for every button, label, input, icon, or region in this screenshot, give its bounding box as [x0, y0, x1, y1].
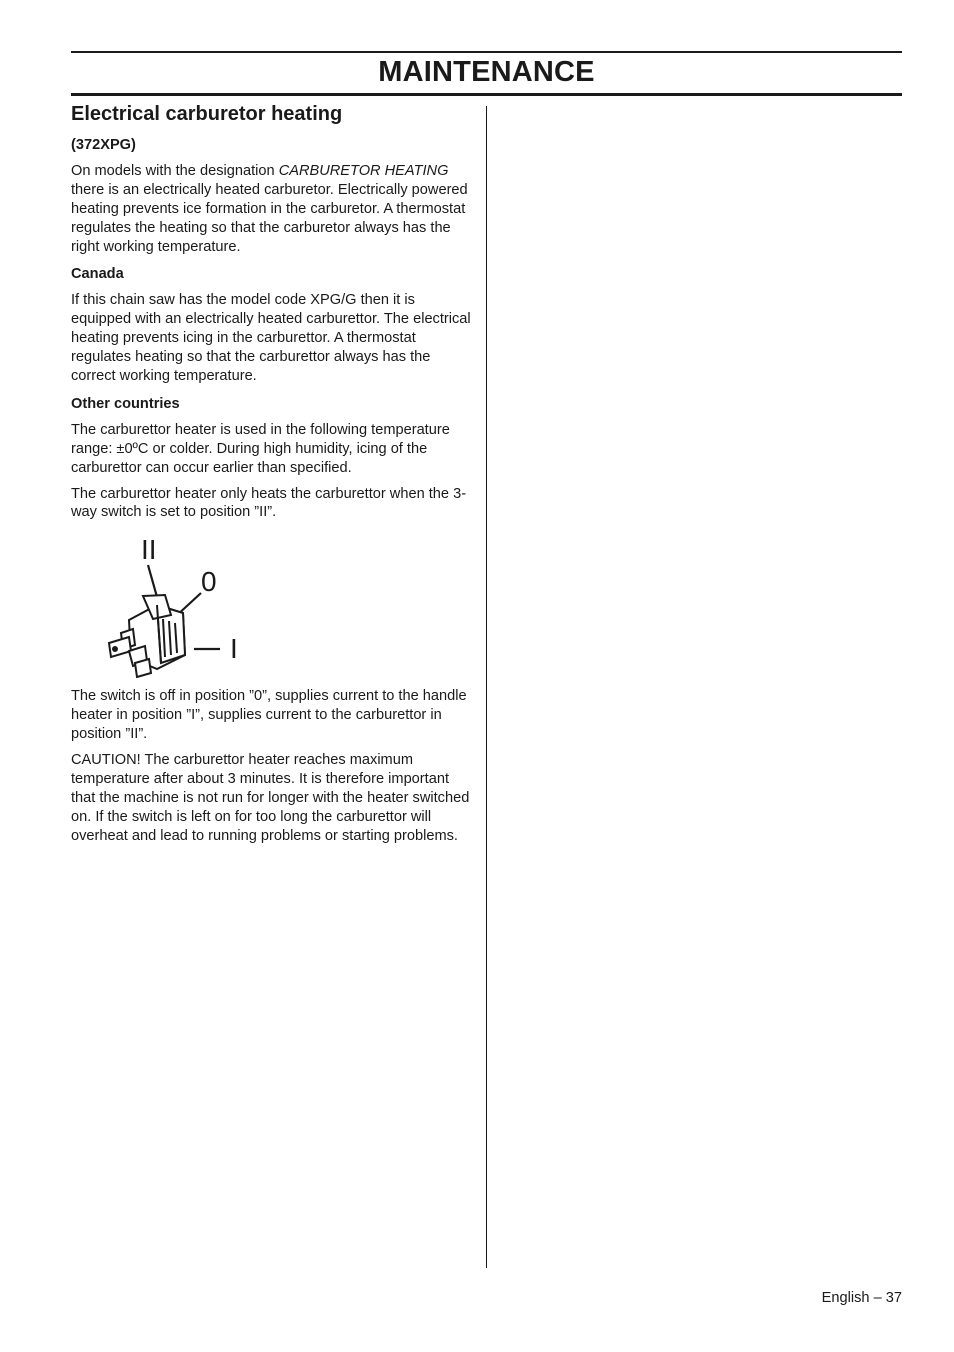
- label-position-0: 0: [201, 566, 217, 598]
- intro-designation: CARBURETOR HEATING: [278, 162, 449, 179]
- intro-suffix: there is an electrically heated carburetor. Electrically powered heating prevents ice formation in the carburetor. A thermostat regulates the heating so that the carburetor always has the right working temperature.: [71, 181, 468, 255]
- label-position-1: I: [230, 633, 238, 665]
- switch-positions-paragraph: The switch is off in position ”0”, supplies current to the handle heater in position ”I”, supplies current to the carburettor in position ”II”.: [71, 688, 467, 743]
- three-way-switch-illustration: [99, 533, 259, 678]
- pointer-line-2: [148, 565, 157, 597]
- section-heading: Electrical carburetor heating: [71, 103, 343, 125]
- page-number: English – 37: [821, 1290, 902, 1306]
- page-title: MAINTENANCE: [378, 56, 595, 88]
- switch-body-icon: [109, 595, 185, 677]
- other-countries-heading: Other countries: [71, 395, 180, 412]
- left-column: [71, 101, 473, 853]
- model-label: (372XPG): [71, 137, 136, 153]
- other-countries-paragraph-1: The carburettor heater is used in the following temperature range: ±0ºC or colder. During high humidity, icing of the carburettor can occur earlier than specified.: [71, 421, 450, 476]
- header-rule-top: [71, 51, 902, 53]
- label-position-2: II: [141, 534, 157, 566]
- caution-paragraph: CAUTION! The carburettor heater reaches maximum temperature after about 3 minutes. It is therefore important that the machine is not run for longer with the heater switched on. If the switch is left on for too long the carburettor will overheat and lead to running problems or starting problems.: [71, 752, 470, 844]
- other-countries-paragraph-2: The carburettor heater only heats the carburettor when the 3-way switch is set to position ”II”.: [71, 485, 467, 521]
- header-rule-bottom: [71, 93, 902, 96]
- column-divider: [486, 106, 487, 1268]
- canada-heading: Canada: [71, 266, 124, 283]
- switch-figure: [71, 529, 473, 679]
- intro-paragraph: [71, 162, 473, 257]
- intro-prefix: On models with the designation: [71, 162, 279, 179]
- canada-paragraph: If this chain saw has the model code XPG/G then it is equipped with an electrically heated carburettor. The electrical heating prevents icing in the carburettor. A thermostat regulates heating so that the carburettor always has the correct working temperature.: [71, 292, 471, 384]
